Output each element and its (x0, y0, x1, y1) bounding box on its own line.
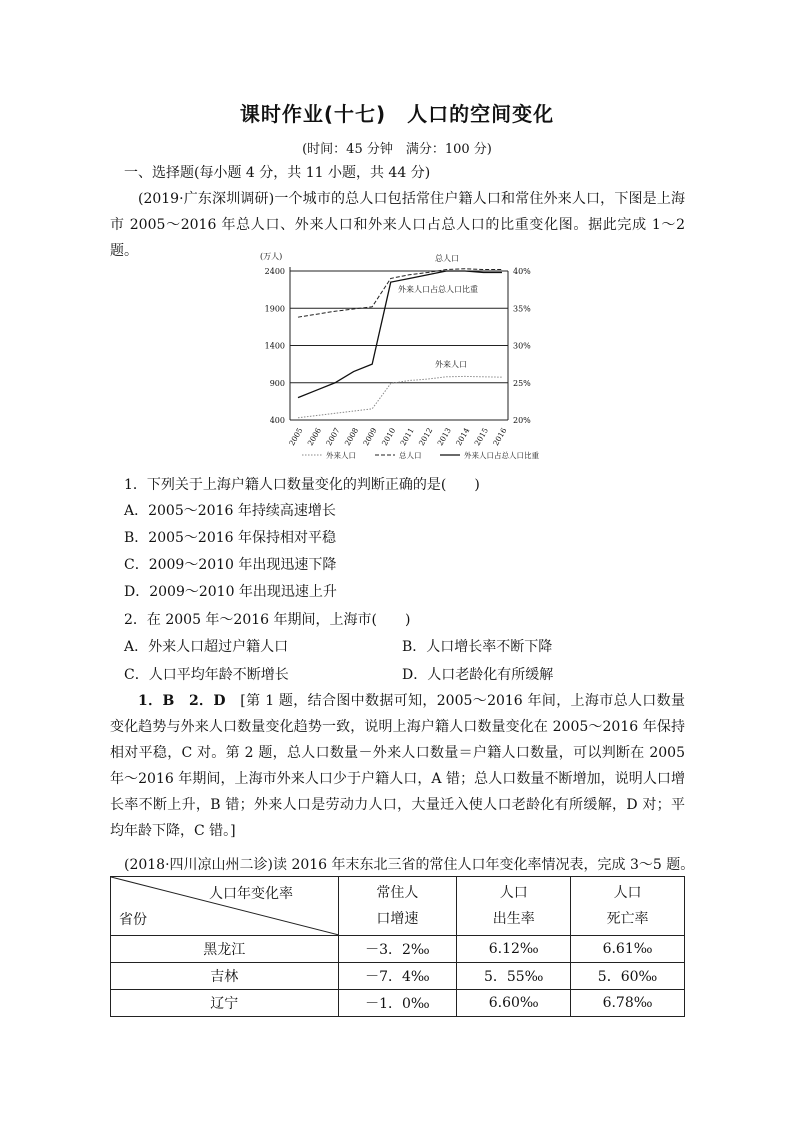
y-right-tick-label: 20% (513, 416, 531, 425)
answer-key: 1．B 2．D (138, 693, 226, 709)
x-tick-label: 2011 (398, 426, 416, 448)
x-tick-label: 2014 (454, 426, 472, 448)
question-2-option-b: B．人口增长率不断下降 (402, 639, 553, 655)
legend-label: 外来人口 (326, 451, 356, 460)
table-cell: 6.60‰ (457, 990, 571, 1017)
table-cell: 6.78‰ (571, 990, 685, 1017)
section-heading: 一、选择题(每小题 4 分，共 11 小题，共 44 分) (124, 165, 431, 181)
x-tick-label: 2013 (435, 426, 453, 448)
y-right-tick-label: 25% (513, 378, 531, 388)
table-header-cell (457, 877, 571, 936)
table-row (111, 936, 685, 963)
question-1-option-d: D．2009～2010 年出现迅速上升 (124, 584, 337, 600)
x-tick-label: 2015 (472, 426, 490, 448)
corner-bottom-label: 省份 (119, 912, 147, 928)
y-left-tick-label: 1900 (264, 304, 285, 314)
question-1-option-b: B．2005～2016 年保持相对平稳 (124, 530, 336, 546)
answer-explanation (110, 688, 685, 844)
y-right-tick-label: 35% (513, 304, 531, 314)
table-cell: 辽宁 (111, 990, 339, 1017)
population-chart (250, 246, 590, 470)
table-row (111, 990, 685, 1017)
intro-paragraph-1: (2019·广东深圳调研)一个城市的总人口包括常住户籍人口和常住外来人口，下图是上海市 2005～2016 年总人口、外来人口和外来人口占总人口的比重变化图。据此完成 1～2 题。 (110, 191, 685, 259)
y-left-tick-label: 400 (269, 416, 285, 425)
question-2-option-d: D．人口老龄化有所缓解 (402, 667, 554, 683)
y-right-tick-label: 40% (513, 267, 531, 276)
question-2-option-c: C．人口平均年龄不断增长 (124, 667, 289, 683)
legend-label: 外来人口占总人口比重 (464, 451, 539, 460)
table-header-cell (571, 877, 685, 936)
annotation-total-population: 总人口 (435, 254, 459, 263)
y-left-unit-label: (万人) (260, 252, 283, 261)
x-tick-label: 2006 (305, 426, 324, 448)
corner-top-label: 人口年变化率 (209, 886, 293, 902)
table-cell: －3．2‰ (338, 936, 457, 963)
y-left-tick-label: 1400 (264, 341, 285, 351)
table-cell: 6.61‰ (571, 936, 685, 963)
y-left-tick-label: 2400 (264, 267, 285, 276)
table-cell: －1．0‰ (338, 990, 457, 1017)
x-tick-label: 2010 (379, 426, 398, 448)
table-cell: 吉林 (111, 963, 339, 990)
header-line: 常住人 (376, 885, 419, 901)
page-subtitle: (时间：45 分钟 满分：100 分) (302, 142, 492, 157)
header-line: 人口 (499, 885, 528, 901)
question-1-stem: 1．下列关于上海户籍人口数量变化的判断正确的是( ) (124, 477, 480, 493)
table-cell: 6.12‰ (457, 936, 571, 963)
header-line: 死亡率 (606, 911, 649, 927)
question-2-stem: 2．在 2005 年～2016 年期间，上海市( ) (124, 612, 411, 628)
x-tick-label: 2016 (491, 426, 509, 448)
table-header-row (111, 877, 685, 936)
question-1-option-a: A．2005～2016 年持续高速增长 (124, 503, 336, 519)
x-tick-label: 2005 (287, 426, 305, 448)
annotation-migrant-population: 外来人口 (435, 360, 467, 369)
question-1-option-c: C．2009～2010 年出现迅速下降 (124, 557, 337, 573)
table-cell: 5．55‰ (457, 963, 571, 990)
y-right-tick-label: 30% (513, 341, 531, 351)
population-change-table (110, 876, 685, 1017)
legend-label: 总人口 (399, 451, 422, 460)
table-row (111, 963, 685, 990)
x-tick-label: 2007 (324, 426, 342, 448)
y-left-tick-label: 900 (269, 378, 285, 388)
intro-paragraph-2: (2018·四川凉山州二诊)读 2016 年末东北三省的常住人口年变化率情况表，完成 3～5 题。 (124, 857, 695, 873)
question-2-option-a: A．外来人口超过户籍人口 (124, 639, 289, 655)
x-tick-label: 2009 (361, 426, 379, 448)
table-cell: 5．60‰ (571, 963, 685, 990)
table-header-cell (338, 877, 457, 936)
table-cell: 黑龙江 (111, 936, 339, 963)
header-line: 出生率 (492, 911, 535, 927)
x-tick-label: 2012 (416, 426, 435, 448)
x-tick-label: 2008 (342, 426, 361, 448)
answer-text: [第 1 题，结合图中数据可知，2005～2016 年间，上海市总人口数量变化趋势与外来人口数量变化趋势一致，说明上海户籍人口数量变化在 2005～2016 年保持相对平稳，C 对。第 2 题，总人口数量－外来人口数量＝户籍人口数量，可以判断在 2005 年～2016 年期间，上海市外来人口少于户籍人口，A 错；总人口数量不断增加，说明人口增长率不断上升，B 错；外来人口是劳动力人口，大量迁入使人口老龄化有所缓解，D 对；平均年龄下降，C 错。] (110, 693, 686, 839)
annotation-migrant-share: 外来人口占总人口比重 (398, 285, 478, 294)
table-corner-cell (111, 877, 339, 936)
header-line: 口增速 (376, 911, 419, 927)
table-cell: －7．4‰ (338, 963, 457, 990)
header-line: 人口 (613, 885, 642, 901)
page-title: 课时作业(十七) 人口的空间变化 (239, 102, 555, 126)
